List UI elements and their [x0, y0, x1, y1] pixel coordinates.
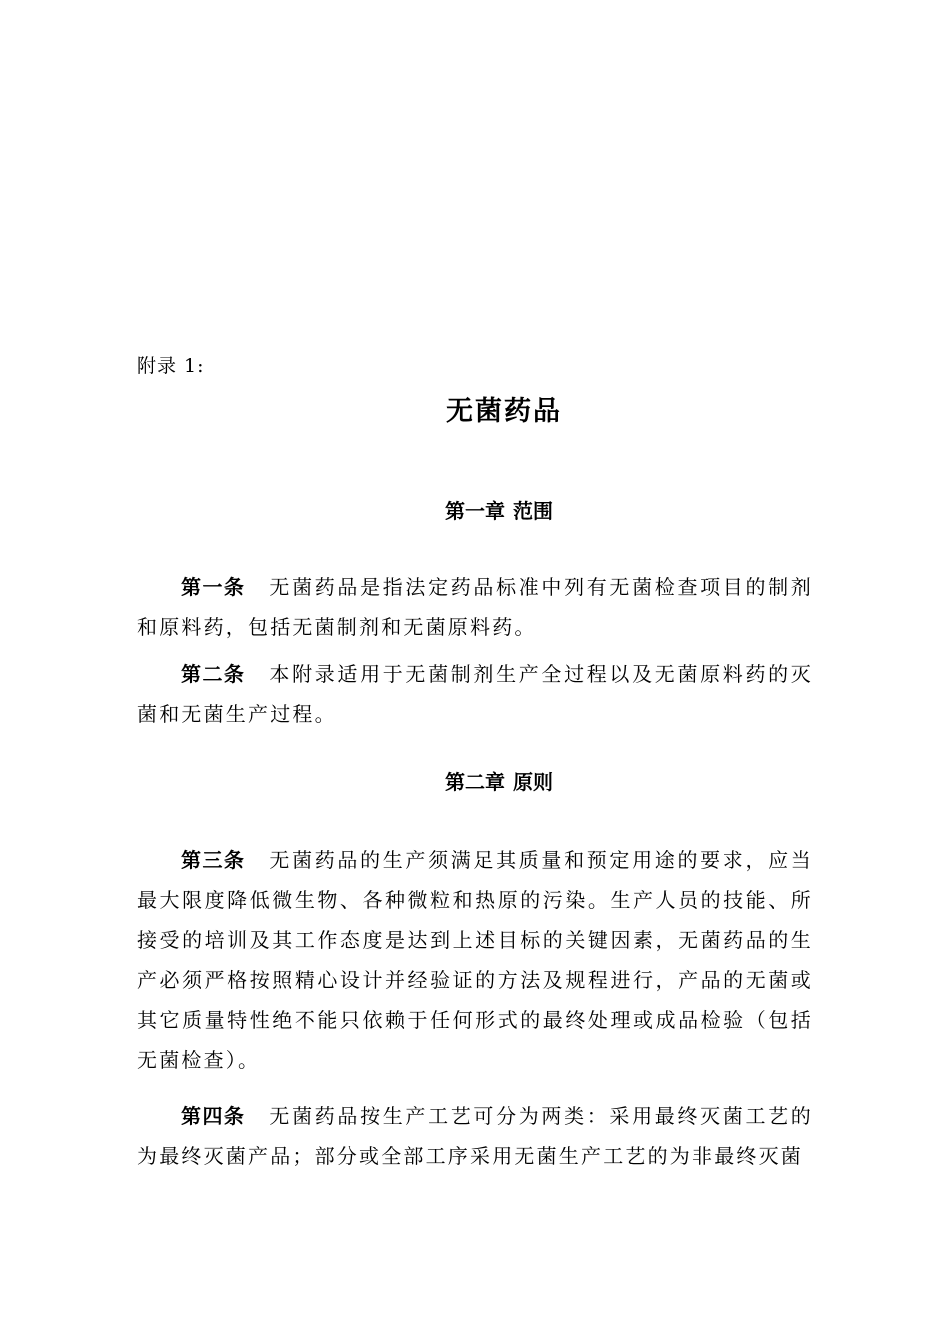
article-2 — [137, 654, 813, 734]
article-text: 无菌药品是指法定药品标准中列有无菌检查项目的制剂和原料药，包括无菌制剂和无菌原料药。 — [137, 575, 813, 639]
article-4 — [137, 1096, 813, 1176]
document-title: 无菌药品 — [446, 396, 562, 427]
article-text: 本附录适用于无菌制剂生产全过程以及无菌原料药的灭菌和无菌生产过程。 — [137, 662, 813, 726]
article-text: 无菌药品的生产须满足其质量和预定用途的要求，应当最大限度降低微生物、各种微粒和热原的污染。生产人员的技能、所接受的培训及其工作态度是达到上述目标的关键因素，无菌药品的生产必须严格按照精心设计并经验证的方法及规程进行，产品的无菌或其它质量特性绝不能只依赖于任何形式的最终处理或成品检验（包括无菌检查）。 — [137, 848, 813, 1072]
article-number: 第二条 — [181, 662, 246, 686]
article-3 — [137, 840, 813, 1080]
chapter-name: 范围 — [513, 499, 553, 523]
article-text: 无菌药品按生产工艺可分为两类：采用最终灭菌工艺的为最终灭菌产品；部分或全部工序采用无菌生产工艺的为非最终灭菌 — [137, 1104, 813, 1168]
article-number: 第三条 — [181, 848, 246, 872]
article-number: 第四条 — [181, 1104, 246, 1128]
appendix-label: 附录 1: — [137, 355, 205, 377]
chapter-heading-2 — [0, 767, 950, 797]
article-1 — [137, 567, 813, 647]
chapter-number: 第二章 — [445, 770, 505, 794]
chapter-name: 原则 — [513, 770, 553, 794]
article-number: 第一条 — [181, 575, 246, 599]
chapter-heading-1 — [0, 496, 950, 526]
chapter-number: 第一章 — [445, 499, 505, 523]
